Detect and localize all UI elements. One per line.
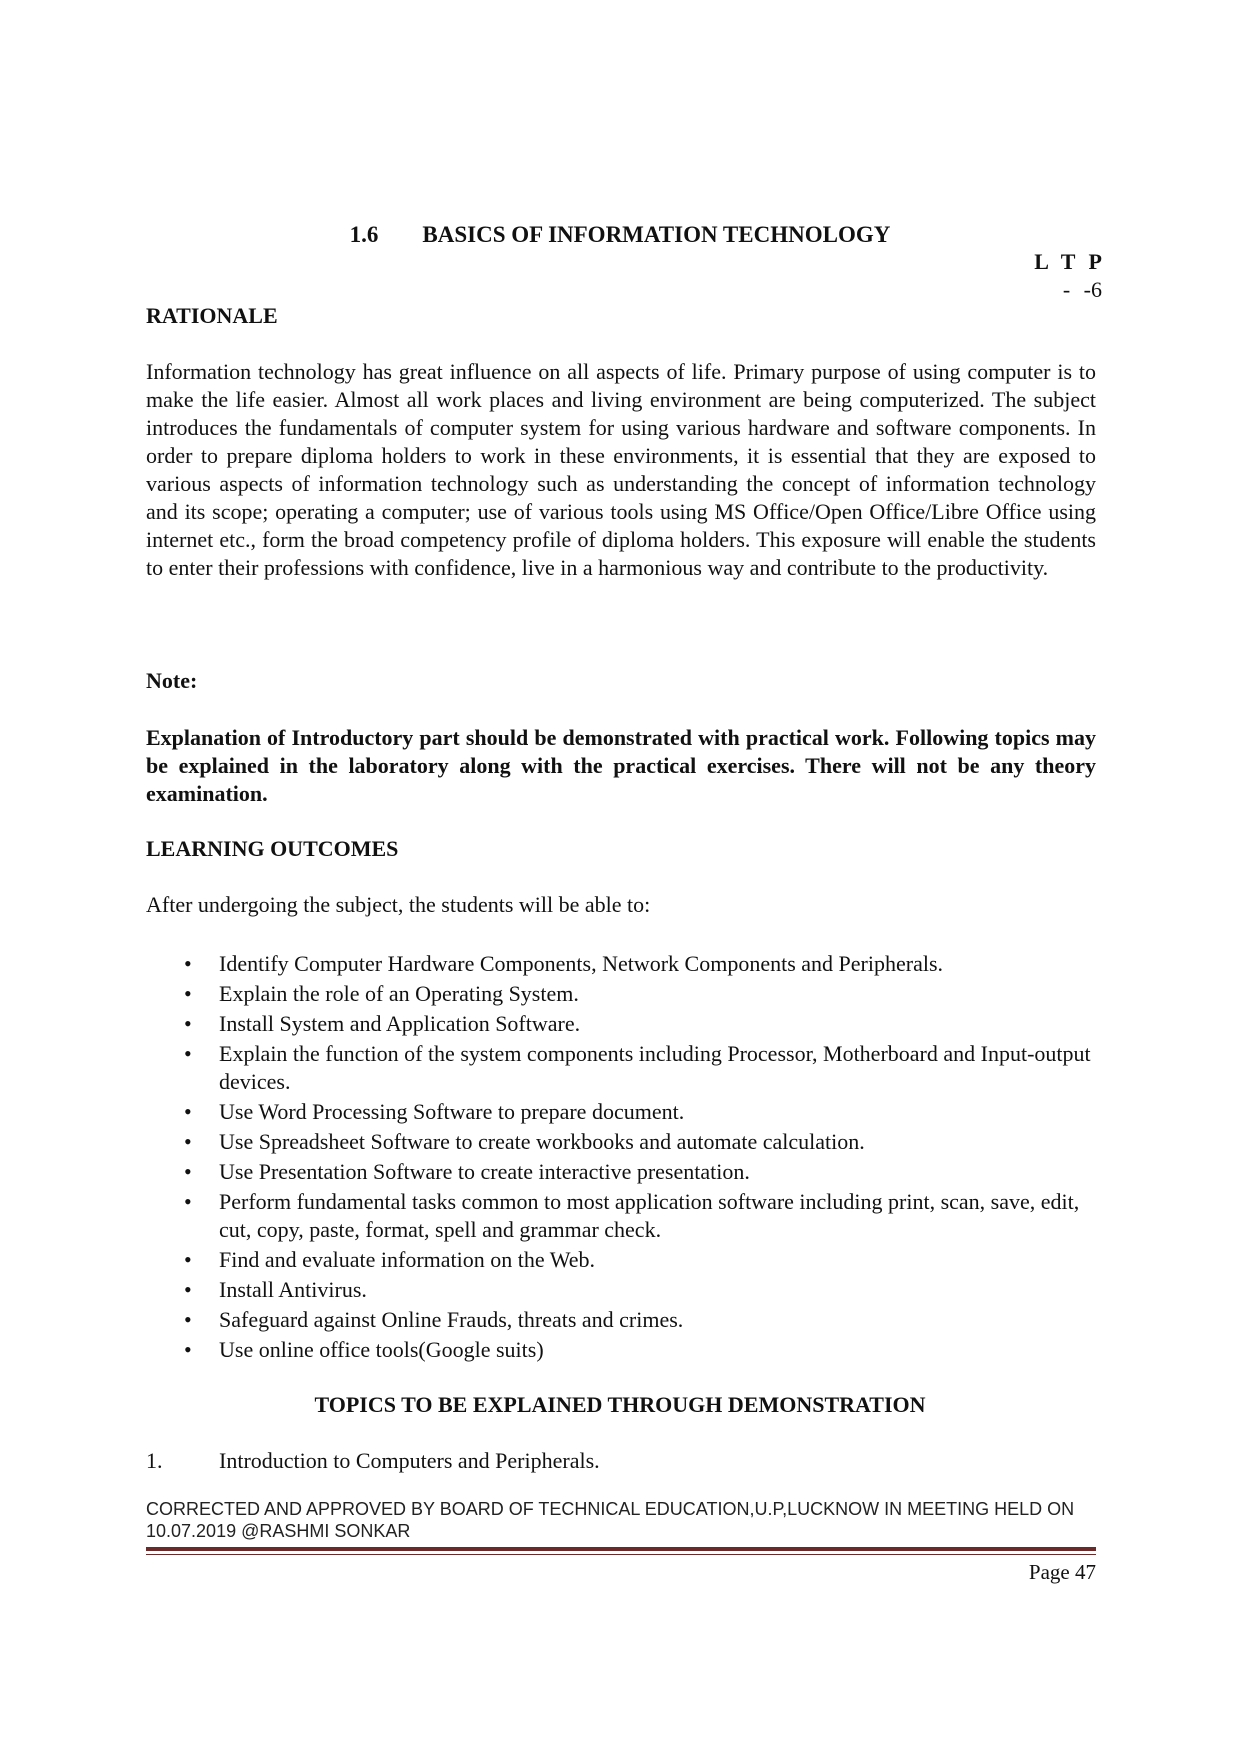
list-item: [146, 1188, 1096, 1244]
list-item-text: Install System and Application Software.: [219, 1011, 581, 1036]
footer-rule-thin: [146, 1554, 1096, 1555]
bullet-icon: •: [184, 1129, 192, 1154]
list-item-text: Identify Computer Hardware Components, Network Components and Peripherals.: [219, 951, 944, 976]
topic-number: 1.: [146, 1448, 163, 1473]
bullet-icon: •: [184, 951, 192, 976]
list-item-text: Safeguard against Online Frauds, threats and crimes.: [219, 1307, 684, 1332]
list-item-text: Find and evaluate information on the Web.: [219, 1247, 596, 1272]
bullet-icon: •: [184, 1041, 192, 1066]
topic-text: Introduction to Computers and Peripherals.: [219, 1448, 600, 1473]
ltp-header: L T P: [1034, 249, 1102, 274]
list-item: [146, 1336, 1096, 1364]
page-number: Page 47: [1028, 1560, 1096, 1584]
bullet-icon: •: [184, 1307, 192, 1332]
list-item-text: Perform fundamental tasks common to most application software including print, scan, save, edit, cut, copy, paste, format, spell and grammar check.: [219, 1189, 1080, 1242]
approval-footer: [146, 1498, 1106, 1542]
learning-outcomes-heading: LEARNING OUTCOMES: [146, 836, 399, 861]
topics-heading: TOPICS TO BE EXPLAINED THROUGH DEMONSTRATION: [314, 1392, 926, 1417]
topic-item: [146, 1448, 600, 1474]
list-item-text: Use Spreadsheet Software to create workbooks and automate calculation.: [219, 1129, 865, 1154]
list-item: [146, 980, 1096, 1008]
footer-rule-thick: [146, 1547, 1096, 1551]
course-title: [0, 222, 1240, 248]
list-item-text: Install Antivirus.: [219, 1277, 367, 1302]
learning-outcomes-intro: After undergoing the subject, the students will be able to:: [146, 892, 651, 917]
bullet-icon: •: [184, 1277, 192, 1302]
list-item: [146, 1158, 1096, 1186]
list-item: [146, 1306, 1096, 1334]
ltp-block: [1034, 248, 1102, 304]
rationale-text: Information technology has great influence on all aspects of life. Primary purpose of using computer is to make the life easier. Almost all work places and living environment are being computerized. The subject introduces the fundamentals of computer system for using various hardware and software components. In order to prepare diploma holders to work in these environments, it is essential that they are exposed to various aspects of information technology such as understanding the concept of information technology and its scope; operating a computer; use of various tools using MS Office/Open Office/Libre Office using internet etc., form the broad competency profile of diploma holders. This exposure will enable the students to enter their professions with confidence, live in a harmonious way and contribute to the productivity.: [146, 359, 1096, 580]
course-number: 1.6: [349, 222, 379, 247]
learning-outcomes-list: [146, 950, 1096, 1366]
bullet-icon: •: [184, 1099, 192, 1124]
bullet-icon: •: [184, 1011, 192, 1036]
list-item: [146, 1010, 1096, 1038]
bullet-icon: •: [184, 1189, 192, 1214]
list-item-text: Use online office tools(Google suits): [219, 1337, 544, 1362]
bullet-icon: •: [184, 1337, 192, 1362]
list-item-text: Explain the function of the system components including Processor, Motherboard and Input-output devices.: [219, 1041, 1091, 1094]
course-name: BASICS OF INFORMATION TECHNOLOGY: [422, 222, 891, 247]
note-text: Explanation of Introductory part should be demonstrated with practical work. Following topics may be explained in the laboratory along with the practical exercises. There will not be any theory examination.: [146, 725, 1096, 806]
note-heading: Note:: [146, 668, 198, 693]
list-item-text: Explain the role of an Operating System.: [219, 981, 579, 1006]
list-item-text: Use Presentation Software to create interactive presentation.: [219, 1159, 750, 1184]
list-item: [146, 1128, 1096, 1156]
bullet-icon: •: [184, 1247, 192, 1272]
list-item: [146, 1246, 1096, 1274]
rationale-heading: RATIONALE: [146, 303, 278, 328]
list-item: [146, 1276, 1096, 1304]
bullet-icon: •: [184, 981, 192, 1006]
list-item-text: Use Word Processing Software to prepare document.: [219, 1099, 685, 1124]
bullet-icon: •: [184, 1159, 192, 1184]
ltp-values: - -6: [1062, 277, 1102, 302]
approval-line-1: CORRECTED AND APPROVED BY BOARD OF TECHNICAL EDUCATION,U.P,LUCKNOW IN MEETING HELD ON: [146, 1499, 1075, 1519]
list-item: [146, 950, 1096, 978]
approval-line-2: 10.07.2019 @RASHMI SONKAR: [146, 1521, 411, 1541]
list-item: [146, 1040, 1096, 1096]
list-item: [146, 1098, 1096, 1126]
